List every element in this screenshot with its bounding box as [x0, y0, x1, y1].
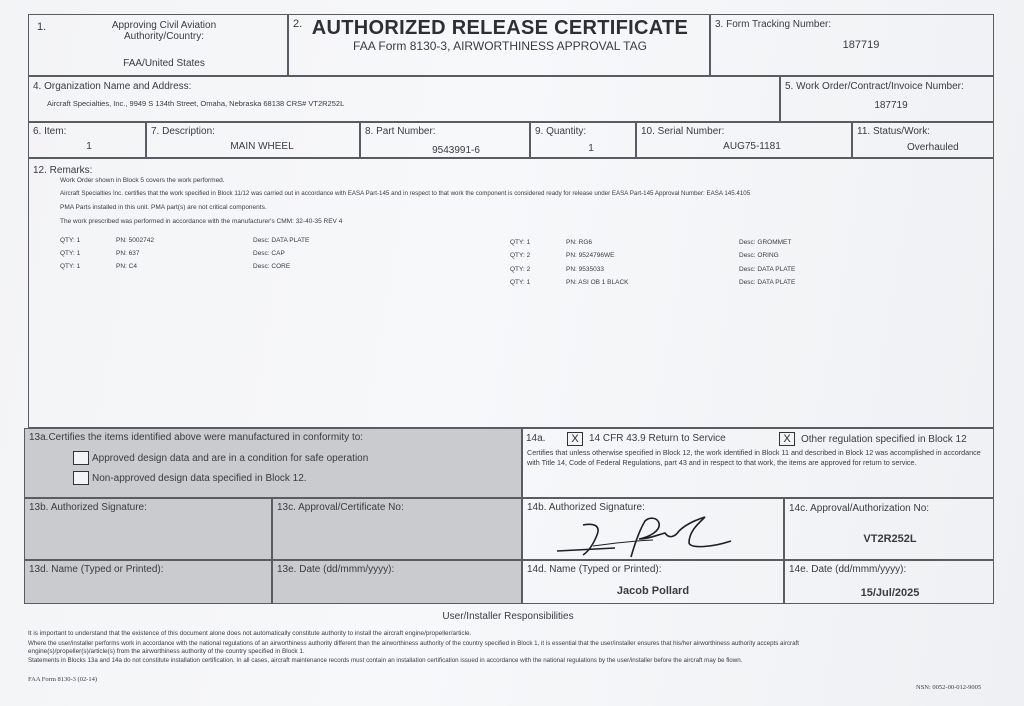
- block-3: [710, 14, 994, 76]
- part-qty: QTY: 1: [510, 239, 531, 246]
- block-13a-label: 13a.Certifies the items identified above were manufactured in conformity to:: [29, 432, 364, 443]
- block-7: [146, 122, 360, 158]
- approved-design-checkbox[interactable]: [73, 451, 89, 465]
- footer-line: Where the user/installer performs work in accordance with the national regulations of an airworthiness authority different than the airworthiness authority of the country specified in Block 1, it is essential that the user/installer ensures that his/her airworthiness authority accepts aircraft: [28, 640, 799, 647]
- block-2-number: 2.: [293, 18, 303, 30]
- part-desc: Desc: DATA PLATE: [253, 237, 310, 244]
- block-9-label: 9. Quantity:: [535, 126, 587, 137]
- block-13e: [272, 560, 522, 604]
- block-13a: [24, 428, 522, 498]
- footer-line: Statements in Blocks 13a and 14a do not constitute installation certification. In all cases, aircraft maintenance records must contain an installation certification issued in accordance with the national regulations by the user/installer before the aircraft may be flown.: [28, 657, 743, 664]
- non-approved-design-label: Non-approved design data specified in Block 12.: [92, 473, 307, 484]
- block-14a-statement: Certifies that unless otherwise specified in Block 12, the work identified in Block 11 and described in Block 12 was accomplished in accordance with Title 14, Code of Federal Regulations, part 43 and in respect to that work, the items are approved for return to service.: [527, 448, 981, 467]
- block-13b-label: 13b. Authorized Signature:: [29, 502, 147, 513]
- form-identifier: FAA Form 8130-3 (02-14): [28, 676, 98, 683]
- quantity-value: 1: [588, 143, 594, 154]
- part-desc: Desc: CAP: [253, 250, 285, 257]
- part-pn: PN: ASI OB 1 BLACK: [566, 279, 629, 286]
- block-14a-label: 14a.: [526, 433, 546, 444]
- block-1-label-line2: Authority/Country:: [123, 31, 205, 42]
- return-to-service-checkbox[interactable]: X: [567, 432, 583, 446]
- block-14d: [522, 560, 784, 604]
- remark-line: PMA Parts installed in this unit. PMA part(s) are not critical components.: [60, 204, 267, 211]
- footer-line: It is important to understand that the existence of this document alone does not automatically constitute authority to install the aircraft engine/propeller/article.: [28, 630, 472, 637]
- block-10-label: 10. Serial Number:: [641, 126, 725, 137]
- part-qty: QTY: 2: [510, 252, 531, 259]
- block-3-label: 3. Form Tracking Number:: [715, 19, 832, 30]
- description-value: MAIN WHEEL: [230, 141, 294, 152]
- block-9: [530, 122, 636, 158]
- block-14e-label: 14e. Date (dd/mmm/yyyy):: [789, 564, 907, 575]
- status-work-value: Overhauled: [907, 142, 959, 153]
- organization-address: Aircraft Specialties, Inc., 9949 S 134th Street, Omaha, Nebraska 68138 CRS# VT2R252L: [47, 99, 345, 108]
- block-14d-label: 14d. Name (Typed or Printed):: [527, 564, 662, 575]
- part-desc: Desc: DATA PLATE: [739, 266, 796, 273]
- form-tracking-number: 187719: [842, 39, 880, 51]
- form-subtitle: FAA Form 8130-3, AIRWORTHINESS APPROVAL TAG: [353, 39, 647, 53]
- block-4-label: 4. Organization Name and Address:: [33, 81, 192, 92]
- part-desc: Desc: GROMMET: [739, 239, 792, 246]
- return-to-service-label: 14 CFR 43.9 Return to Service: [589, 433, 726, 444]
- work-order-number: 187719: [874, 100, 908, 111]
- part-desc: Desc: CORE: [253, 263, 291, 270]
- block-10: [636, 122, 852, 158]
- footer-line: engine(s)/propeller(s)/article(s) from the airworthiness authority of the country specified in Block 1.: [28, 648, 305, 655]
- block-2: [288, 14, 710, 76]
- block-14a: [522, 428, 994, 498]
- block-13c: [272, 498, 522, 560]
- block-13d: [24, 560, 272, 604]
- block-8-label: 8. Part Number:: [365, 126, 436, 137]
- part-qty: QTY: 1: [60, 263, 81, 270]
- other-regulation-checkbox[interactable]: X: [779, 432, 795, 446]
- printed-name: Jacob Pollard: [616, 585, 690, 597]
- remark-line: Work Order shown in Block 5 covers the work performed.: [60, 177, 225, 184]
- block-13e-label: 13e. Date (dd/mmm/yyyy):: [277, 564, 395, 575]
- block-11-label: 11. Status/Work:: [857, 126, 930, 137]
- block-4: [28, 76, 780, 122]
- part-pn: PN: C4: [116, 263, 137, 270]
- approved-design-label: Approved design data and are in a condition for safe operation: [92, 453, 369, 464]
- block-13b: [24, 498, 272, 560]
- block-1-value: FAA/United States: [123, 58, 205, 69]
- block-8: [360, 122, 530, 158]
- part-pn: PN: 9535033: [566, 266, 604, 273]
- part-qty: QTY: 2: [510, 266, 531, 273]
- block-13c-label: 13c. Approval/Certificate No:: [277, 502, 404, 513]
- block-5: [780, 76, 994, 122]
- part-pn: PN: 5002742: [116, 237, 154, 244]
- block-7-label: 7. Description:: [151, 126, 215, 137]
- block-6-label: 6. Item:: [33, 126, 67, 137]
- item-value: 1: [86, 141, 92, 152]
- form-title: AUTHORIZED RELEASE CERTIFICATE: [311, 17, 689, 39]
- user-installer-heading: User/Installer Responsibilities: [442, 611, 574, 622]
- approval-authorization-number: VT2R252L: [863, 533, 917, 545]
- block-5-label: 5. Work Order/Contract/Invoice Number:: [785, 81, 964, 92]
- block-12-remarks: [28, 158, 994, 428]
- nsn-number: NSN: 0052-00-012-9005: [916, 684, 982, 691]
- part-pn: PN: RG6: [566, 239, 593, 246]
- part-desc: Desc: DATA PLATE: [739, 279, 796, 286]
- block-11: [852, 122, 994, 158]
- other-regulation-label: Other regulation specified in Block 12: [801, 434, 967, 445]
- remark-line: Aircraft Specialties Inc. certifies that the work specified in Block 11/12 was carried out in accordance with EASA Part-145 and in respect to that work the component is considered ready for release under EASA Part-145 Approval Number: EASA 145.4105: [60, 190, 751, 197]
- block-14b-label: 14b. Authorized Signature:: [527, 502, 645, 513]
- block-14b: [522, 498, 784, 560]
- part-number-value: 9543991-6: [432, 145, 480, 156]
- block-6: [28, 122, 146, 158]
- block-13d-label: 13d. Name (Typed or Printed):: [29, 564, 164, 575]
- part-desc: Desc: ORING: [739, 252, 779, 259]
- block-1: [28, 14, 288, 76]
- remark-line: The work prescribed was performed in accordance with the manufacturer's CMM: 32-40-35 REV 4: [60, 218, 343, 225]
- release-date: 15/Jul/2025: [860, 587, 920, 599]
- authorized-signature: [553, 513, 743, 559]
- block-1-number: 1.: [37, 21, 47, 33]
- block-14c-label: 14c. Approval/Authorization No:: [789, 503, 930, 514]
- part-pn: PN: 637: [116, 250, 140, 257]
- block-12-label: 12. Remarks:: [33, 165, 93, 176]
- part-qty: QTY: 1: [510, 279, 531, 286]
- block-1-label-line1: Approving Civil Aviation: [111, 20, 217, 31]
- part-qty: QTY: 1: [60, 237, 81, 244]
- block-14c: [784, 498, 994, 560]
- non-approved-design-checkbox[interactable]: [73, 471, 89, 485]
- block-14e: [784, 560, 994, 604]
- serial-number-value: AUG75-1181: [723, 141, 781, 152]
- part-qty: QTY: 1: [60, 250, 81, 257]
- part-pn: PN: 9524796WE: [566, 252, 615, 259]
